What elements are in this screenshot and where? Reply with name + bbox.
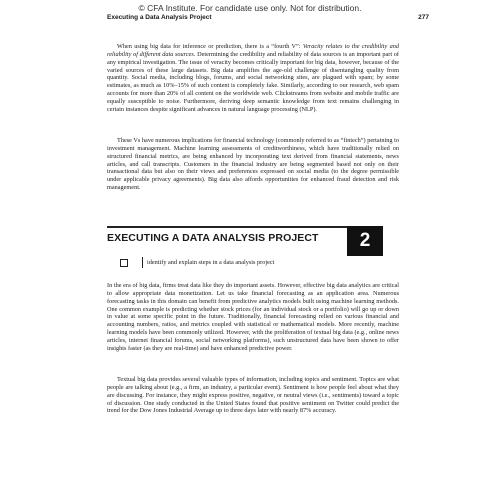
- section-title: EXECUTING A DATA ANALYSIS PROJECT: [107, 232, 319, 244]
- running-head-title: Executing a Data Analysis Project: [107, 14, 212, 21]
- learning-outcome-rule: [142, 257, 143, 268]
- paragraph-forecasting: In the era of big data, firms treat data like they do important assets. However, effective big data analytics are critical to allow appropriate data monetization. Let us take financial forecasting as an application area. Numerous forecasting tasks in this domain can benefit from predictive analytics models built using machine learning methods. One common example is predicting whether stock prices (for an individual stock or a portfolio) will go up or down in value at some specific point in the future. Traditionally, financial forecasting relied on various financial and accounting numbers, ratios, and metrics coupled with statistical or mathematical models. More recently, machine learning models have been commonly utilized. However, with the proliferation of textual big data (e.g., online news articles, internet financial forums, social networking platforms), such unstructured data have been shown to offer insights faster (as they are real-time) and have enhanced predictive power.: [107, 282, 399, 352]
- running-head: [107, 14, 429, 21]
- learning-outcome: [120, 257, 410, 269]
- page-number: 277: [418, 14, 429, 21]
- section-divider: [107, 226, 347, 228]
- veracity-lead: When using big data for inference or prediction, there is a “fourth V”:: [117, 43, 303, 50]
- learning-outcome-text: identify and explain steps in a data analysis project: [147, 259, 275, 266]
- learning-outcome-checkbox[interactable]: [120, 259, 128, 267]
- paragraph-fintech: These Vs have numerous implications for financial technology (commonly referred to as “fintech”) pertaining to investment management. Machine learning assessments of creditworthiness, which have traditionally relied on structured financial metrics, are being enhanced by incorporating text derived from financial statements, news articles, and call transcripts. Customers in the financial industry are being segmented based not only on their transactional data but also on their views and preferences expressed on social media (to the degree permissible under applicable privacy agreements). Big data also affords opportunities for enhanced fraud detection and risk management.: [107, 137, 399, 192]
- paragraph-sentiment: Textual big data provides several valuable types of information, including topics and sentiment. Topics are what people are talking about (e.g., a firm, an industry, a particular event). Sentiment is how people feel about what they are discussing. For instance, they might express positive, negative, or neutral views (i.e., sentiments) toward a topic of discussion. One study conducted in the United States found that positive sentiment on Twitter could predict the trend for the Dow Jones Industrial Average up to three days later with nearly 87% accuracy.: [107, 376, 399, 415]
- section-number-badge: 2: [347, 226, 383, 256]
- veracity-definition: Veracity relates to the credibility and reliability of different data sources.: [107, 43, 399, 58]
- watermark-notice: © CFA Institute. For candidate use only. Not for distribution.: [138, 3, 362, 13]
- paragraph-veracity: [107, 43, 399, 114]
- veracity-body: Determining the credibility and reliability of data sources is an important part of any empirical investigation. The issue of veracity becomes critically important for big data, however, because of the varied sources of these large datasets. Big data amplifies the age-old challenge of disentangling quality from quantity. Social media, including blogs, forums, and social networking sites, are plagued with spam; by some estimates, as much as 10%–15% of such content is completely fake. Similarly, according to our research, web spam accounts for more than 20% of all content on the worldwide web. Clickstreams from website and mobile traffic are equally susceptible to noise. Furthermore, deriving deep semantic knowledge from text remains challenging in certain instances despite significant advances in natural language processing (NLP).: [107, 50, 399, 113]
